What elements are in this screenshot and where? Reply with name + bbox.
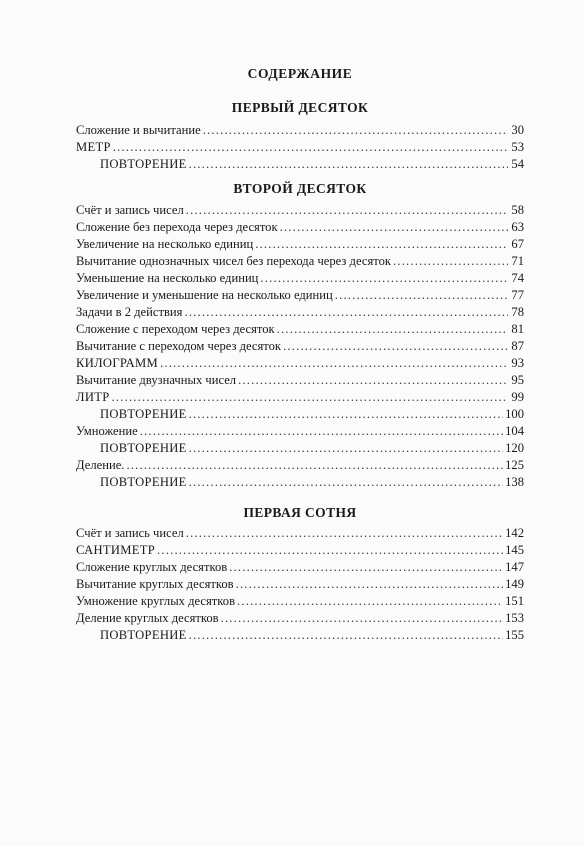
- dot-leader: [186, 202, 508, 219]
- dot-leader: [221, 610, 504, 627]
- toc-entry[interactable]: [76, 156, 524, 173]
- toc-entry[interactable]: [76, 122, 524, 139]
- toc-entry-label: Деление круглых десятков: [76, 611, 219, 625]
- toc-entry-label: Вычитание однозначных чисел без перехода через десяток: [76, 254, 391, 268]
- toc-entry-page: 93: [511, 356, 524, 370]
- toc-entry[interactable]: [76, 321, 524, 338]
- toc-entry-label: Счёт и запись чисел: [76, 203, 184, 217]
- dot-leader: [335, 287, 508, 304]
- toc-entry-page: 67: [511, 237, 524, 251]
- toc-entry-label: Сложение с переходом через десяток: [76, 322, 275, 336]
- toc-entry[interactable]: [76, 338, 524, 355]
- toc-entry-page: 78: [511, 305, 524, 319]
- dot-leader: [113, 139, 508, 156]
- toc-entry-page: 138: [505, 475, 524, 489]
- dot-leader: [189, 156, 508, 173]
- toc-entry-label: Вычитание двузначных чисел: [76, 373, 237, 387]
- dot-leader: [112, 389, 508, 406]
- toc-entry[interactable]: [76, 287, 524, 304]
- toc-entry[interactable]: [76, 457, 524, 474]
- dot-leader: [160, 355, 508, 372]
- toc-entry[interactable]: [76, 593, 524, 610]
- toc-entry-page: 155: [505, 628, 524, 642]
- toc-entry[interactable]: [76, 542, 524, 559]
- toc-entry[interactable]: [76, 372, 524, 389]
- toc-entry-page: 63: [511, 220, 524, 234]
- toc-list-second-ten: [76, 202, 524, 491]
- toc-entry[interactable]: [76, 270, 524, 287]
- dot-leader: [280, 219, 508, 236]
- toc-entry-label: Умножение: [76, 424, 138, 438]
- toc-entry-page: 99: [511, 390, 524, 404]
- toc-entry-label: ПОВТОРЕНИЕ: [100, 628, 187, 642]
- toc-entry-label: Вычитание с переходом через десяток: [76, 339, 282, 353]
- toc-entry-page: 153: [505, 611, 524, 625]
- toc-list-first-ten: [76, 122, 524, 173]
- toc-entry-label: ПОВТОРЕНИЕ: [100, 407, 187, 421]
- toc-entry[interactable]: [76, 253, 524, 270]
- toc-entry[interactable]: [76, 219, 524, 236]
- toc-entry-label: Деление.: [76, 458, 125, 472]
- section-title-first-ten: ПЕРВЫЙ ДЕСЯТОК: [231, 100, 369, 115]
- toc-entry-page: 100: [505, 407, 524, 421]
- toc-entry-label: Счёт и запись чисел: [76, 526, 184, 540]
- dot-leader: [189, 474, 503, 491]
- toc-entry-label: Уменьшение на несколько единиц: [76, 271, 259, 285]
- dot-leader: [184, 304, 508, 321]
- toc-entry[interactable]: [76, 559, 524, 576]
- toc-entry[interactable]: [76, 304, 524, 321]
- toc-entry[interactable]: [76, 236, 524, 253]
- toc-entry-label: Задачи в 2 действия: [76, 305, 183, 319]
- toc-entry-label: Увеличение и уменьшение на несколько единиц: [76, 288, 333, 302]
- toc-entry-page: 77: [511, 288, 524, 302]
- toc-entry[interactable]: [76, 355, 524, 372]
- dot-leader: [186, 525, 503, 542]
- toc-entry[interactable]: [76, 139, 524, 156]
- toc-entry-label: ПОВТОРЕНИЕ: [100, 475, 187, 489]
- toc-entry[interactable]: [76, 610, 524, 627]
- toc-entry-label: Вычитание круглых десятков: [76, 577, 234, 591]
- toc-entry-label: КИЛОГРАММ: [76, 356, 158, 370]
- dot-leader: [236, 576, 504, 593]
- dot-leader: [238, 372, 508, 389]
- toc-entry-label: Сложение и вычитание: [76, 123, 201, 137]
- page-title: СОДЕРЖАНИЕ: [247, 66, 353, 81]
- dot-leader: [237, 593, 503, 610]
- dot-leader: [189, 627, 503, 644]
- dot-leader: [255, 236, 508, 253]
- dot-leader: [140, 423, 503, 440]
- toc-entry-page: 142: [505, 526, 524, 540]
- section-title-first-hundred: ПЕРВАЯ СОТНЯ: [243, 505, 357, 520]
- dot-leader: [277, 321, 508, 338]
- toc-entry[interactable]: [76, 440, 524, 457]
- dot-leader: [189, 440, 503, 457]
- toc-entry[interactable]: [76, 576, 524, 593]
- dot-leader: [126, 457, 503, 474]
- section-title-second-ten: ВТОРОЙ ДЕСЯТОК: [233, 181, 367, 196]
- toc-entry[interactable]: [76, 423, 524, 440]
- dot-leader: [229, 559, 503, 576]
- toc-entry-label: Увеличение на несколько единиц: [76, 237, 254, 251]
- dot-leader: [189, 406, 503, 423]
- toc-entry-label: Сложение круглых десятков: [76, 560, 228, 574]
- toc-entry-page: 151: [505, 594, 524, 608]
- toc-entry-label: САНТИМЕТР: [76, 543, 156, 557]
- dot-leader: [157, 542, 503, 559]
- toc-entry-page: 81: [511, 322, 524, 336]
- dot-leader: [203, 122, 508, 139]
- dot-leader: [283, 338, 508, 355]
- toc-list-first-hundred: [76, 525, 524, 644]
- toc-entry-page: 120: [505, 441, 524, 455]
- toc-entry-page: 30: [511, 123, 524, 137]
- toc-entry-label: ЛИТР: [76, 390, 110, 404]
- table-of-contents: [76, 64, 524, 644]
- toc-entry[interactable]: [76, 627, 524, 644]
- toc-entry-page: 145: [505, 543, 524, 557]
- toc-entry[interactable]: [76, 202, 524, 219]
- toc-entry-label: МЕТР: [76, 140, 111, 154]
- toc-entry-page: 54: [511, 157, 524, 171]
- toc-entry-page: 74: [511, 271, 524, 285]
- toc-entry-label: ПОВТОРЕНИЕ: [100, 157, 187, 171]
- toc-entry[interactable]: [76, 389, 524, 406]
- dot-leader: [260, 270, 508, 287]
- toc-entry[interactable]: [76, 406, 524, 423]
- toc-entry-label: ПОВТОРЕНИЕ: [100, 441, 187, 455]
- dot-leader: [393, 253, 508, 270]
- toc-entry-page: 53: [511, 140, 524, 154]
- toc-entry-page: 104: [505, 424, 524, 438]
- toc-entry-page: 125: [505, 458, 524, 472]
- toc-entry-label: Умножение круглых десятков: [76, 594, 236, 608]
- toc-entry-page: 58: [511, 203, 524, 217]
- toc-entry-page: 149: [505, 577, 524, 591]
- toc-entry[interactable]: [76, 525, 524, 542]
- toc-entry-page: 87: [511, 339, 524, 353]
- toc-entry-page: 147: [505, 560, 524, 574]
- toc-entry[interactable]: [76, 474, 524, 491]
- toc-entry-label: Сложение без перехода через десяток: [76, 220, 278, 234]
- toc-entry-page: 95: [511, 373, 524, 387]
- toc-entry-page: 71: [511, 254, 524, 268]
